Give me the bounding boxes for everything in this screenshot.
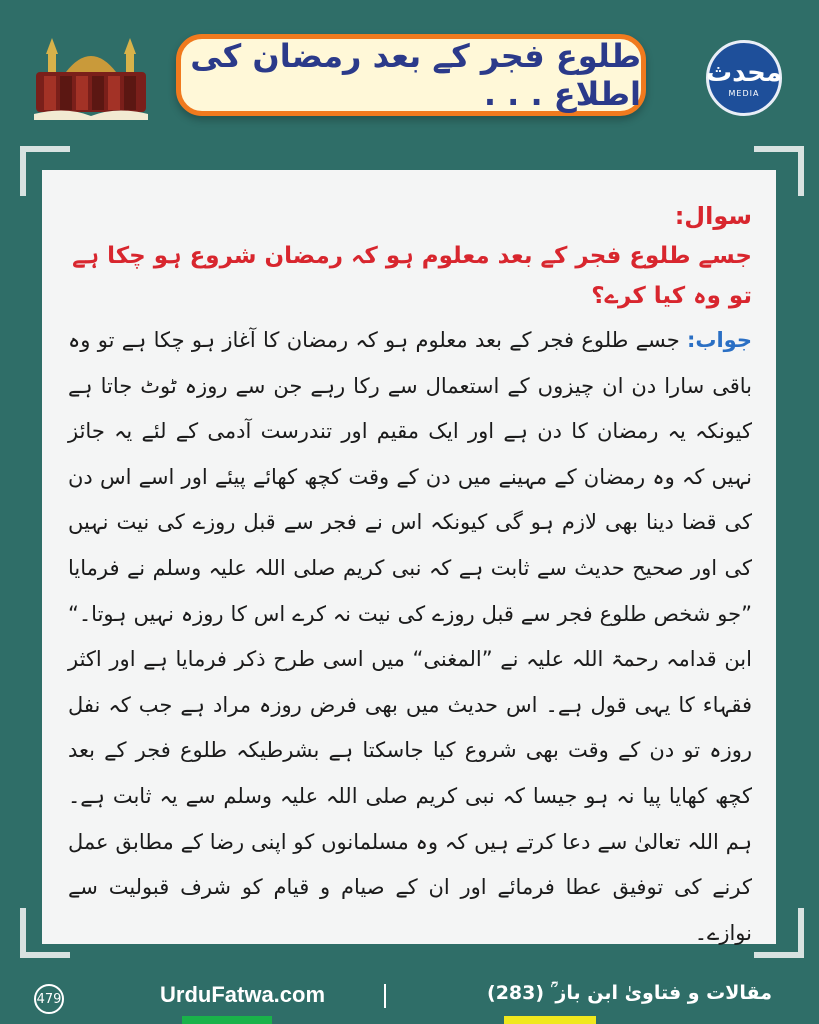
book-reference: مقالات و فتاویٰ ابن باز ؒ (283) xyxy=(487,982,772,1004)
accent-bar-green xyxy=(182,1016,272,1024)
media-logo xyxy=(706,40,782,116)
answer-text: جسے طلوع فجر کے بعد معلوم ہو کہ رمضان کا آغاز ہو چکا ہے تو وہ باقی سارا دن ان چیزوں کے استعمال سے رکا رہے جن سے روزہ ٹوٹ جاتا ہے کیونکہ یہ رمضان کا دن ہے اور ایک مقیم اور تندرست آدمی کے لئے یہ جائز نہیں کہ وہ رمضان کے مہینے میں دن کے وقت کچھ کھائے پیئے اور اسے اس دن کی قضا دینا بھی لازم ہو گی کیونکہ اس نے فجر سے قبل روزے کی نیت نہیں کی اور صحیح حدیث سے ثابت ہے کہ نبی کریم صلی اللہ علیہ وسلم نے فرمایا ”جو شخص طلوع فجر سے قبل روزے کی نیت نہ کرے اس کا روزہ نہیں ہوتا۔“ ابن قدامہ رحمۃ اللہ علیہ نے ”المغنی“ میں اسی طرح ذکر فرمایا ہے اور اکثر فقہاء کا یہی قول ہے۔ اس حدیث میں بھی فرض روزہ مراد ہے جب کہ نفل روزہ تو دن کے وقت بھی شروع کیا جاسکتا ہے بشرطیکہ طلوع فجر کے بعد کچھ کھایا پیا نہ ہو جیسا کہ نبی کریم صلی اللہ علیہ وسلم سے یہ ثابت ہے۔ ہم اللہ تعالیٰ سے دعا کرتے ہیں کہ وہ مسلمانوں کو اپنی رضا کے مطابق عمل کرنے کی توفیق عطا فرمائے اور ان کے صیام و قیام کو شرف قبولیت سے نوازے۔ xyxy=(68,328,752,945)
books-logo xyxy=(26,30,156,125)
content-panel xyxy=(42,170,776,944)
site-link[interactable]: UrduFatwa.com xyxy=(160,982,326,1007)
title-box xyxy=(176,34,646,116)
accent-bar-yellow xyxy=(504,1016,596,1024)
question-text: جسے طلوع فجر کے بعد معلوم ہو کہ رمضان شروع ہو چکا ہے تو وہ کیا کرے؟ xyxy=(72,243,752,309)
answer-label: جواب: xyxy=(686,328,752,352)
footer-divider xyxy=(384,984,386,1008)
page-title: طلوع فجر کے بعد رمضان کی اطلاع . . . xyxy=(190,37,641,113)
media-logo-text: محدث xyxy=(706,57,782,88)
media-logo-label: MEDIA xyxy=(728,88,760,98)
page-number: 479 xyxy=(34,984,64,1014)
answer-block xyxy=(68,318,752,956)
question-label: سوال: xyxy=(674,202,752,230)
